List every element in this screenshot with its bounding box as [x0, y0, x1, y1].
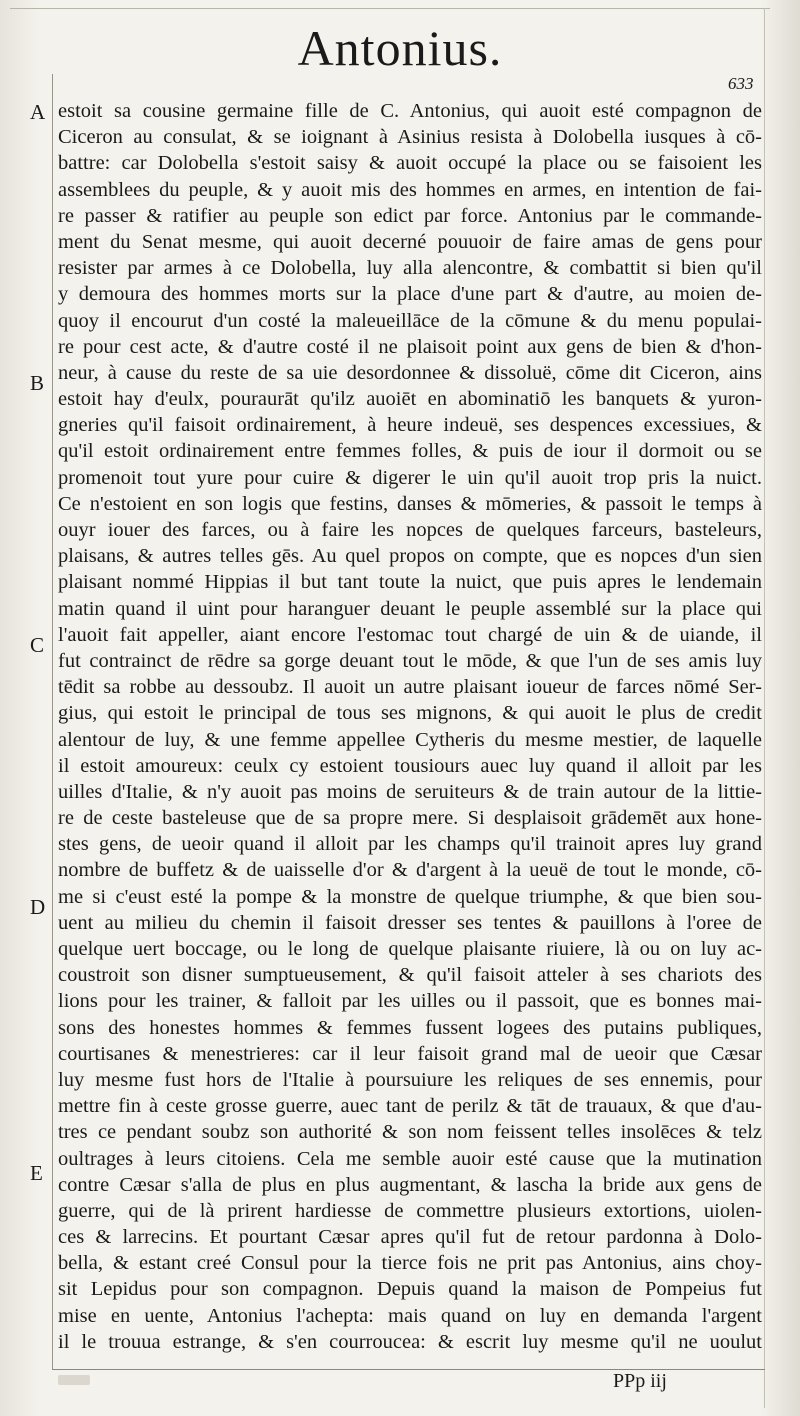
text-line: sit Lepidus pour son compagnon. Depuis quand la maison de Pompeius fut — [58, 1278, 762, 1301]
text-line: sons des honestes hommes & femmes fussent logees des putains publiques, — [58, 1016, 762, 1039]
text-line: stes gens, de ueoir quand il alloit par les champs qu'il trainoit apres luy grand — [58, 833, 762, 856]
text-line: ces & larrecins. Et pourtant Cæsar apres qu'il fut de retour pardonna à Dolo- — [58, 1226, 762, 1249]
text-line: uent au milieu du chemin il faisoit dresser ses tentes & pauillons à l'oree de — [58, 911, 762, 934]
text-line: tēdit sa robbe au dessoubz. Il auoit un autre plaisant ioueur de farces nōmé Ser- — [58, 676, 762, 699]
text-line: contre Cæsar s'alla de plus en plus augmentant, & lascha la bride aux gens de — [58, 1173, 762, 1196]
signature-mark: PPp iij — [613, 1370, 667, 1392]
text-line: re passer & ratifier au peuple son edict par force. Antonius par le commande- — [58, 204, 762, 227]
text-line: l'auoit fait appeller, aiant encore l'estomac tout chargé de uin & de uiande, il — [58, 623, 762, 646]
text-line: tres ce pendant soubz son authorité & son nom feissent telles insolēces & telz — [58, 1121, 762, 1144]
text-line: resister par armes à ce Dolobella, luy alla alencontre, & combattit si bien qu'il — [58, 257, 762, 280]
text-line: me si c'eust esté la pompe & la monstre de quelque triumphe, & que bien sou- — [58, 885, 762, 908]
top-rule — [10, 8, 770, 9]
page-number: 633 — [728, 74, 754, 93]
text-line: bella, & estant creé Consul pour la tierce fois ne prit pas Antonius, ains choy- — [58, 1252, 762, 1275]
text-line: luy mesme fust hors de l'Italie à poursuiure les reliques de ses ennemis, pour — [58, 1068, 762, 1091]
margin-letter-e: E — [30, 1161, 43, 1185]
text-line: coustroit son disner sumptueusement, & qu'il faisoit atteler à ses chariots des — [58, 964, 762, 987]
text-line: uilles d'Italie, & n'y auoit pas moins de seruiteurs & de train autour de la littie- — [58, 780, 762, 803]
text-body — [58, 98, 762, 1355]
text-line: il estoit amoureux: ceulx cy estoient tousiours auec luy quand il alloit par les — [58, 754, 762, 777]
text-line: plaisans, & autres telles gēs. Au quel propos on compte, que es nopces d'un sien — [58, 545, 762, 568]
ink-smudge — [58, 1375, 90, 1385]
text-line: ouyr iouer des farces, ou à faire les nopces de quelques farceurs, basteleurs, — [58, 519, 762, 541]
text-line: gneries qu'il faisoit ordinairement, à heure indeuë, ses despences excessiues, & — [58, 414, 762, 437]
margin-letter-d: D — [30, 895, 46, 919]
text-line: neur, à cause du reste de sa uie desordonnee & dissoluë, cōme dit Ciceron, ains — [58, 361, 762, 384]
margin-letter-a: A — [30, 100, 46, 124]
text-line: guerre, qui de là prirent hardiesse de commettre plusieurs extortions, uiolen- — [58, 1199, 762, 1222]
text-line: promenoit tout yure pour cuire & digerer le uin qu'il auoit trop pris la nuict. — [58, 466, 762, 489]
text-line: re pour cest acte, & d'autre costé il ne plaisoit point aux gens de bien & d'hon- — [58, 335, 762, 358]
text-line: alentour de luy, & une femme appellee Cytheris du mesme mestier, de laquelle — [58, 728, 762, 751]
text-line: mise en uente, Antonius l'achepta: mais quand on luy en demanda l'argent — [58, 1304, 762, 1327]
text-line: mettre fin à ceste grosse guerre, auec tant de perilz & tāt de trauaux, & que d'au- — [58, 1095, 762, 1118]
text-line: nombre de buffetz & de uaisselle d'or & d'argent à la ueuë de tout le monde, cō- — [58, 859, 762, 882]
margin-letter-c: C — [30, 633, 45, 657]
left-margin-rule — [52, 74, 53, 1369]
text-line: quelque uert boccage, ou le long de quelque plaisante riuiere, là ou on luy ac- — [58, 938, 762, 960]
text-line: Ciceron au consulat, & se ioignant à Asinius resista à Dolobella iusques à cō- — [58, 126, 762, 149]
running-head: Antonius. — [297, 20, 503, 76]
text-line: assemblees du peuple, & y auoit mis des hommes en armes, en intention de fai- — [58, 178, 762, 201]
text-line: Ce n'estoient en son logis que festins, danses & mōmeries, & passoit le temps à — [58, 492, 762, 515]
text-line: qu'il estoit ordinairement entre femmes folles, & puis de iour il dormoit ou se — [58, 440, 762, 463]
text-line: battre: car Dolobella s'estoit saisy & auoit occupé la place ou se faisoient les — [58, 152, 762, 175]
text-line: lions pour les trainer, & falloit par les uilles ou il passoit, que es bonnes mai- — [58, 990, 762, 1013]
text-line: quoy il encourut d'un costé la maleueillāce de la cōmune & du menu populai- — [58, 309, 762, 332]
text-line: estoit hay d'eulx, pouraurāt qu'ilz auoiēt en abominatiō les banquets & yuron- — [58, 388, 762, 411]
text-line: fut contrainct de rēdre sa gorge deuant tout le mōde, & que l'un de ses amis luy — [58, 649, 762, 672]
text-line: re de ceste basteleuse que de sa propre mere. Si desplaisoit grādemēt aux hone- — [58, 807, 762, 830]
text-line: matin quand il uint pour haranguer deuant le peuple assemblé sur la place qui — [58, 597, 762, 620]
text-line: il le trouua estrange, & s'en courroucea: & escrit luy mesme qu'il ne uoulut — [58, 1330, 762, 1353]
right-margin-rule — [764, 8, 765, 1408]
text-line: y demoura des hommes morts sur la place d'une part & d'autre, au moien de- — [58, 283, 762, 306]
text-line: gius, qui estoit le principal de tous ses mignons, & qui auoit le plus de credit — [58, 702, 762, 725]
text-line: oultrages à leurs citoiens. Cela me semble auoir esté cause que la mutination — [58, 1147, 762, 1170]
text-line: ment du Senat mesme, qui auoit decerné pouuoir de faire amas de gens pour — [58, 230, 762, 253]
text-line: estoit sa cousine germaine fille de C. Antonius, qui auoit esté compagnon de — [58, 100, 762, 122]
margin-letter-b: B — [30, 371, 45, 395]
text-line: plaisant nommé Hippias il but tant toute la nuict, que puis apres le lendemain — [58, 571, 762, 594]
text-line: courtisanes & menestrieres: car il leur faisoit grand mal de ueoir que Cæsar — [58, 1042, 762, 1065]
